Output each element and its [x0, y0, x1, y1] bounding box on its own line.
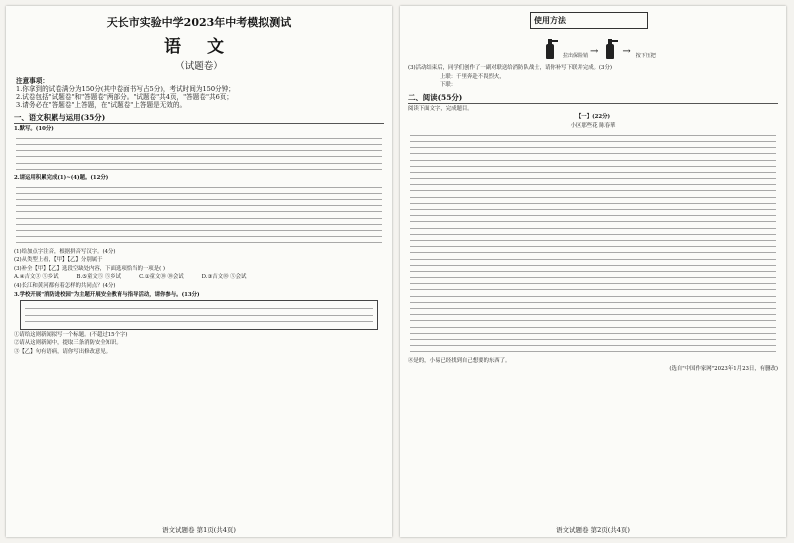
- news-box: [20, 300, 378, 330]
- passage-tag: 【一】(22分): [575, 114, 611, 121]
- question-couplet: (3)活动结束后，同学们创作了一副对联送给消防队战士，请你补写下联并完成。(3分): [408, 65, 612, 71]
- couplet-lower: 下联：: [440, 82, 457, 89]
- question-2: 2.请运用积累完成(1)~(4)题。(12分): [14, 174, 109, 181]
- passage-author: 陈春華: [599, 122, 616, 129]
- step-label: 按下压把: [635, 53, 656, 59]
- couplet-upper: 上联：千里奔赴不畏烈火，: [440, 73, 505, 80]
- section-heading: 二、阅读(55分): [408, 92, 778, 104]
- note-item: 1.你拿到的试卷满分为150分(其中卷面书写占5分)，考试时间为150分钟；: [16, 85, 235, 93]
- question-3-sub-1: ①请给这则新闻拟写一个标题。(不超过15个字): [14, 331, 128, 338]
- option-c: C.①童文⑩ ⑩会试: [139, 274, 184, 281]
- extinguisher-icon: [542, 37, 558, 59]
- school-title: 天长市实验中学2023年中考模拟测试: [106, 16, 292, 29]
- subject-title: 语 文: [164, 37, 234, 57]
- reading-intro: 阅读下面文字，完成题目。: [408, 105, 473, 112]
- question-2-sub-1: (1)给加点字注音，根据拼音写汉字。(4分): [14, 248, 116, 255]
- extinguisher-icon: [602, 37, 618, 59]
- exam-page-right: [400, 6, 786, 537]
- paper-type: （试题卷）: [175, 61, 223, 72]
- exam-page-left: [6, 6, 392, 537]
- note-item: 2.试卷包括"试题卷"和"答题卷"两部分。"试题卷"共4页，"答题卷"共6页；: [16, 93, 233, 101]
- arrow-icon: →: [590, 46, 599, 57]
- section-heading: 一、语文积累与运用(35分): [14, 112, 384, 124]
- page-footer: 语文试题卷 第1页(共4页): [162, 526, 236, 534]
- notes-heading: 注意事项：: [16, 77, 49, 85]
- question-3-sub-2: ②请从这则新闻中，提取三条消防安全知识。: [14, 340, 122, 347]
- option-a: A.④吉文③ ⑤乡试: [14, 274, 59, 281]
- question-2-sub-3: (3)补全【甲】【乙】选段空缺处内容，下面选项恰当的一项是( ): [14, 265, 166, 272]
- passage-title: 小区那些花: [570, 122, 598, 129]
- usage-sign: [530, 12, 648, 29]
- passage-last-line: ⑧是的，小易已经找到自己想要的东西了。: [408, 357, 511, 364]
- question-1-text: [16, 138, 382, 170]
- question-3: 3.学校开展"消防进校园"为主题开展安全教育与指导活动，请你参与。(13分): [14, 291, 200, 298]
- question-3-sub-3: ③【乙】句有语病，请你写出修改意见。: [14, 349, 112, 356]
- note-item: 3.请务必在"答题卷"上答题，在"试题卷"上答题是无效的。: [16, 101, 187, 109]
- question-2-sub-4: (4)长江和黄河都有着怎样的共同点？(4分): [14, 282, 116, 289]
- reading-passage: [410, 135, 776, 353]
- question-2-passage: [16, 187, 382, 244]
- question-1: 1.默写。(10分): [14, 126, 54, 132]
- option-d: D.③吉文⑩ ⑤会试: [201, 274, 247, 281]
- question-2-sub-2: (2)从类型上看，【甲】【乙】分别属于: [14, 257, 103, 264]
- extinguisher-steps: [540, 31, 786, 63]
- passage-title-line: [408, 123, 778, 130]
- page-footer: 语文试题卷 第2页(共4页): [556, 526, 630, 534]
- question-2-options: [14, 274, 384, 281]
- step-label: 拉出保险销: [563, 53, 589, 59]
- notes-block: [16, 77, 382, 109]
- usage-sign-title: 使用方法: [534, 15, 566, 25]
- arrow-icon: →: [622, 46, 631, 57]
- passage-source: (选自"中国作家网"2023年1月23日，有删改): [669, 366, 778, 373]
- option-b: B.⑤童文⑤ ⑤乡试: [76, 274, 122, 281]
